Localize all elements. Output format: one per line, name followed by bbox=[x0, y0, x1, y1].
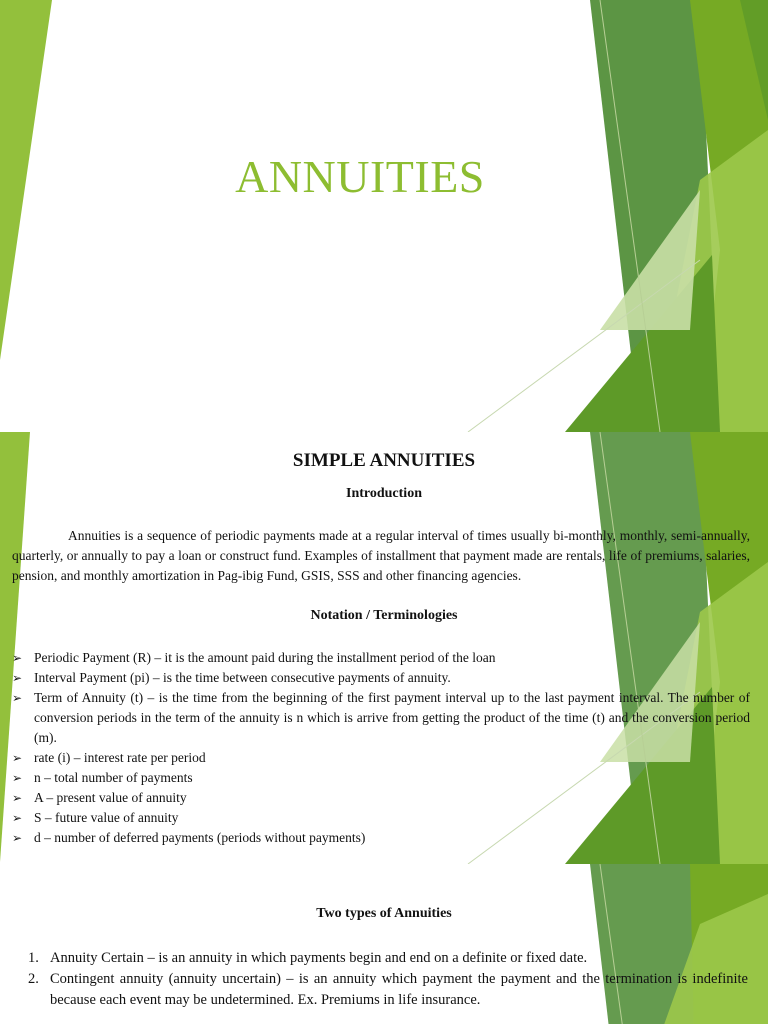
terminology-list bbox=[12, 648, 750, 848]
arrow-bullet-icon: ➢ bbox=[12, 791, 23, 805]
arrow-bullet-icon: ➢ bbox=[12, 831, 23, 845]
list-item: 1. Annuity Certain – is an annuity in which payments begin and end on a definite or fixed date. bbox=[28, 950, 588, 966]
arrow-bullet-icon: ➢ bbox=[12, 671, 23, 685]
introduction-paragraph: Annuities is a sequence of periodic payments made at a regular interval of times usually bi-monthly, monthly, semi-annually, quarterly, or annually to pay a loan or construct fund. Examples of installment that payment made are rentals, life of premiums, salaries, pension, and monthly amortization in Pag-ibig Fund, GSIS, SSS and other financing agencies. bbox=[12, 528, 750, 583]
title-slide bbox=[0, 0, 768, 432]
list-item: ➢ S – future value of annuity bbox=[12, 808, 750, 828]
arrow-bullet-icon: ➢ bbox=[12, 771, 23, 785]
notation-heading: Notation / Terminologies bbox=[310, 608, 458, 623]
types-list bbox=[28, 948, 748, 1011]
types-of-annuities-slide bbox=[0, 864, 768, 1024]
slide-heading: SIMPLE ANNUITIES bbox=[292, 450, 476, 471]
introduction-heading: Introduction bbox=[346, 486, 422, 501]
list-item: ➢ Interval Payment (pi) – is the time between consecutive payments of annuity. bbox=[12, 668, 750, 688]
arrow-bullet-icon: ➢ bbox=[12, 651, 23, 665]
list-item: 2. Contingent annuity (annuity uncertain) – is an annuity which payment the payment and the termination is indefinite because each event may be undetermined. Ex. Premiums in life insurance. bbox=[28, 971, 748, 1008]
arrow-bullet-icon: ➢ bbox=[12, 811, 23, 825]
list-item: ➢ n – total number of payments bbox=[12, 768, 750, 788]
arrow-bullet-icon: ➢ bbox=[12, 691, 23, 705]
green-chevron-decoration bbox=[0, 0, 768, 432]
list-item: ➢ Term of Annuity (t) – is the time from the beginning of the first payment interval up to the last payment interval. The number of conversion periods in the term of the annuity is n which is arrive from getting the product of the time (t) and the conversion period (m). bbox=[12, 690, 750, 745]
list-item: ➢ Periodic Payment (R) – it is the amount paid during the installment period of the loan bbox=[12, 648, 750, 668]
list-item: ➢ A – present value of annuity bbox=[12, 788, 750, 808]
list-item: ➢ rate (i) – interest rate per period bbox=[12, 748, 750, 768]
simple-annuities-slide bbox=[0, 432, 768, 864]
slide-title: ANNUITIES bbox=[235, 151, 485, 202]
list-item: ➢ d – number of deferred payments (periods without payments) bbox=[12, 828, 750, 848]
arrow-bullet-icon: ➢ bbox=[12, 751, 23, 765]
types-heading: Two types of Annuities bbox=[316, 906, 452, 921]
